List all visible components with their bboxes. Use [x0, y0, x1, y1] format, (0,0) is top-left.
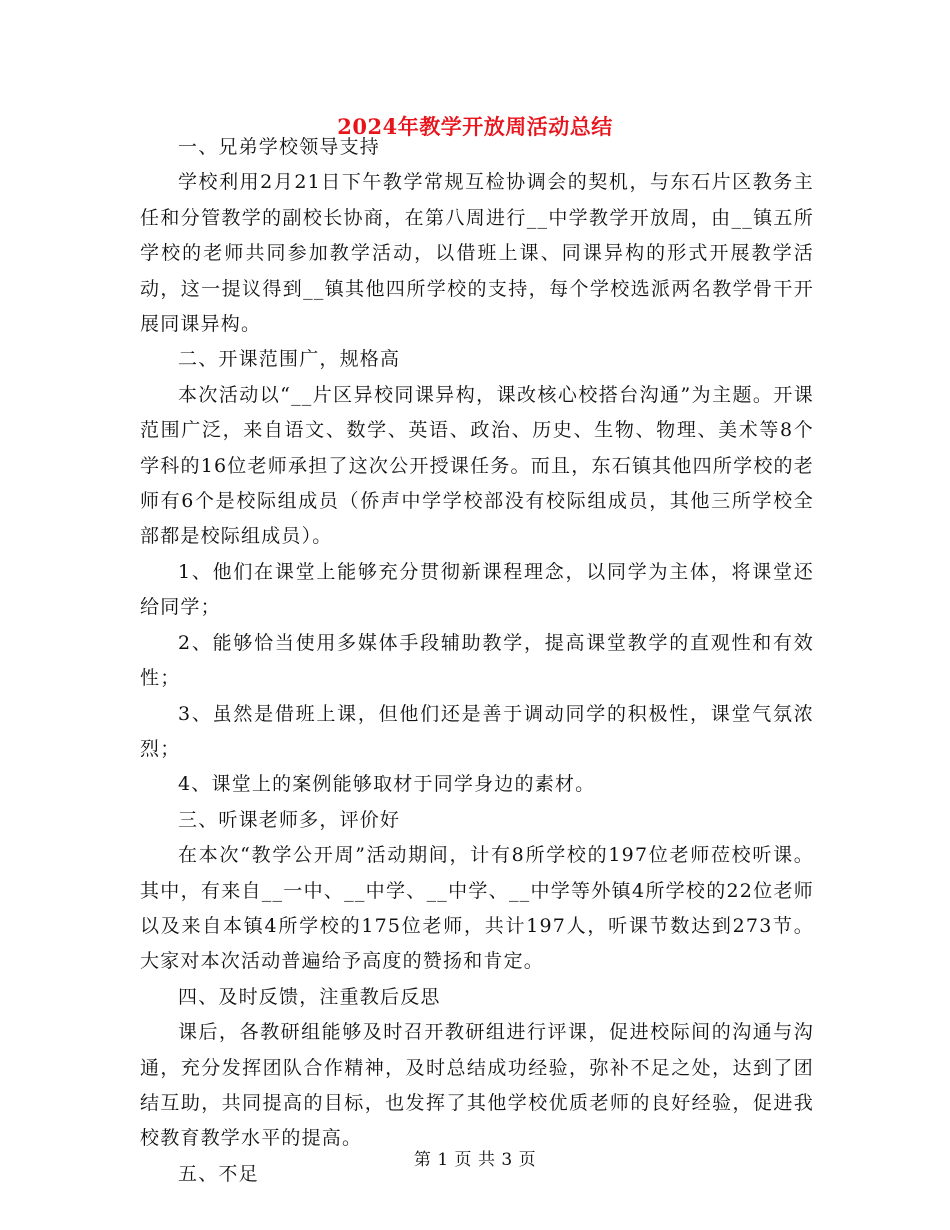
section-heading-1: 一、兄弟学校领导支持	[178, 136, 381, 158]
section-heading-5: 五、不足	[178, 1162, 259, 1185]
list-item: 3、虽然是借班上课，但他们还是善于调动同学的积极性，课堂气氛浓烈；	[140, 702, 814, 760]
list-item: 4、课堂上的案例能够取材于同学身边的素材。	[178, 773, 596, 796]
section-heading-3: 三、听课老师多，评价好	[178, 808, 401, 831]
document-title: 2024年教学开放周活动总结	[337, 114, 613, 139]
section-heading-2: 二、开课范围广，规格高	[178, 348, 401, 371]
list-item: 1、他们在课堂上能够充分贯彻新课程理念，以同学为主体，将课堂还给同学；	[140, 560, 814, 619]
paragraph: 在本次“教学公开周”活动期间，计有8所学校的197位老师莅校听课。其中，有来自__一中、__中学、__中学、__中学等外镇4所学校的22位老师以及来自本镇4所学校的175位老师，共计197人，听课节数达到273节。大家对本次活动普遍给予高度的赞扬和肯定。	[140, 844, 814, 973]
list-item: 2、能够恰当使用多媒体手段辅助教学，提高课堂教学的直观性和有效性；	[140, 631, 814, 690]
document-body	[140, 130, 814, 1192]
paragraph: 学校利用2月21日下午教学常规互检协调会的契机，与东石片区教务主任和分管教学的副校长协商，在第八周进行__中学教学开放周，由__镇五所学校的老师共同参加教学活动，以借班上课、同课异构的形式开展教学活动，这一提议得到__镇其他四所学校的支持，每个学校选派两名教学骨干开展同课异构。	[140, 171, 814, 336]
section-heading-4: 四、及时反馈，注重教后反思	[178, 985, 441, 1008]
paragraph: 课后，各教研组能够及时召开教研组进行评课，促进校际间的沟通与沟通，充分发挥团队合作精神，及时总结成功经验，弥补不足之处，达到了团结互助，共同提高的目标，也发挥了其他学校优质老师的良好经验，促进我校教育教学水平的提高。	[140, 1021, 814, 1150]
page-footer: 第 1 页 共 3 页	[413, 1150, 537, 1170]
paragraph: 本次活动以“__片区异校同课异构，课改核心校搭台沟通”为主题。开课范围广泛，来自语文、数学、英语、政治、历史、生物、物理、美术等8个学科的16位老师承担了这次公开授课任务。而且，东石镇其他四所学校的老师有6个是校际组成员（侨声中学学校部没有校际组成员，其他三所学校全部都是校际组成员）。	[140, 383, 814, 548]
